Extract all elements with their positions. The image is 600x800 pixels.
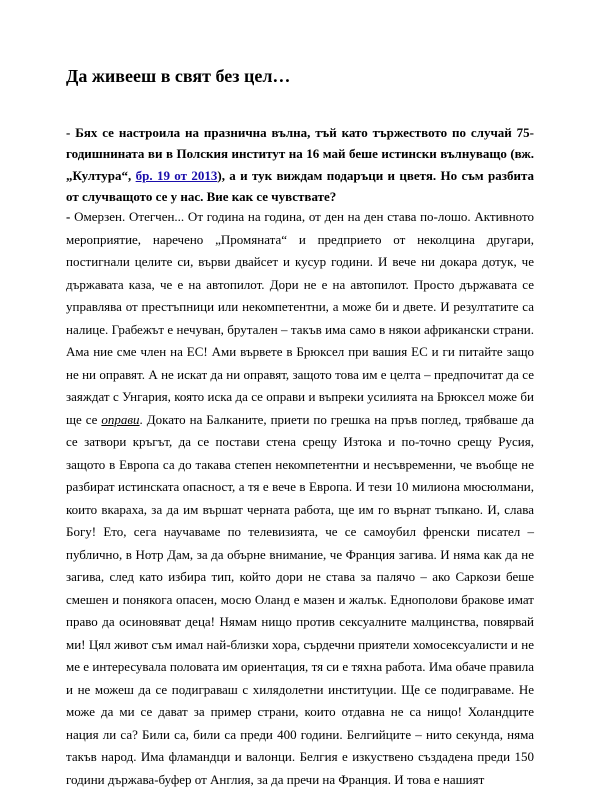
question-text-end: ), а и тук виждам подаръци и цветя. Но съм разбита от случващото се у нас. Вие как се чувствате? xyxy=(66,167,534,204)
answer-text-start: Омерзен. Отегчен... От година на година, от ден на ден става по-лошо. Активното мероприятие, наречено „Промяната“ и предприето от неколцина другари, постигнали целите си, върви двайсет и кусур години. И вече ни докара дотук, че държавата каза, че е на автопилот. Дори не е на автопилот. Просто държавата се управлява от престъпници или некомпетентни, а може би и двете. И резултатите са налице. Грабежът е нечуван, брутален – такъв има само в някои африкански страни. Ама ние сме член на ЕС! Ами вървете в Брюксел при вашия ЕС и ги питайте защо не ни оправят. А не искат да ни оправят, защото това им е целта – предпочитат да се заяждат с Унгария, която иска да се оправи и въпреки усилията на Брюксел може би ще се xyxy=(66,209,534,427)
question-dash: - xyxy=(66,125,71,140)
interview-question xyxy=(66,122,534,207)
issue-link[interactable]: бр. 19 от 2013 xyxy=(135,167,218,183)
question-text-start: Бях се настроила на празнична вълна, тъй като тържеството по случай 75-годишнината ви в Полския институт на 16 май беше истински вълнуващо (вж. „Култура“, xyxy=(66,125,534,183)
article-title: Да живееш в свят без цел… xyxy=(66,66,291,86)
opravi-link[interactable]: оправи xyxy=(101,411,140,427)
answer-dash: - xyxy=(66,209,71,224)
answer-text-end: . Докато на Балканите, приети по грешка на пръв поглед, трябваше да се затвори кръгът, да се постави стена срещу Изтока и по-точно срещу Русия, защото в Европа са до такава степен некомпетентни и несъвременни, че въобще не разбират истинската опасност, а тя е вече в Европа. И тези 10 милиона мюсюлмани, които вкараха, за да им вършат черната работа, ще им го върнат тъпкано. И, слава Богу! Ето, сега научаваме по телевизията, че се самоубил френски писател – публично, в Нотр Дам, за да обърне внимание, че Франция загива. И няма как да не загива, след като избира тип, който дори не става за палячо – ако Саркози беше смешен и понякога опасен, мосю Оланд е мазен и жалък. Еднополови бракове имат право да осиновяват деца! Нямам нищо против сексуалните малцинства, повярвай ми! Цял живот съм имал най-близки хора, сърдечни приятели хомосексуалисти и не ме е интересувала половата им ориентация, тя си е тяхна работа. Има обаче правила и не можеш да се подиграваш с хилядолетни институции. Ще се подиграваме. Не може да ми се дават за пример страни, които отдавна не са нищо! Холандците нация ли са? Били са, били са преди 400 години. Белгийците – нито секунда, няма такъв народ. Има фламандци и валонци. Белгия е изкуствено създадена преди 150 години държава-буфер от Англия, за да пречи на Франция. И това е нашият xyxy=(66,411,534,787)
interview-answer xyxy=(66,206,534,791)
